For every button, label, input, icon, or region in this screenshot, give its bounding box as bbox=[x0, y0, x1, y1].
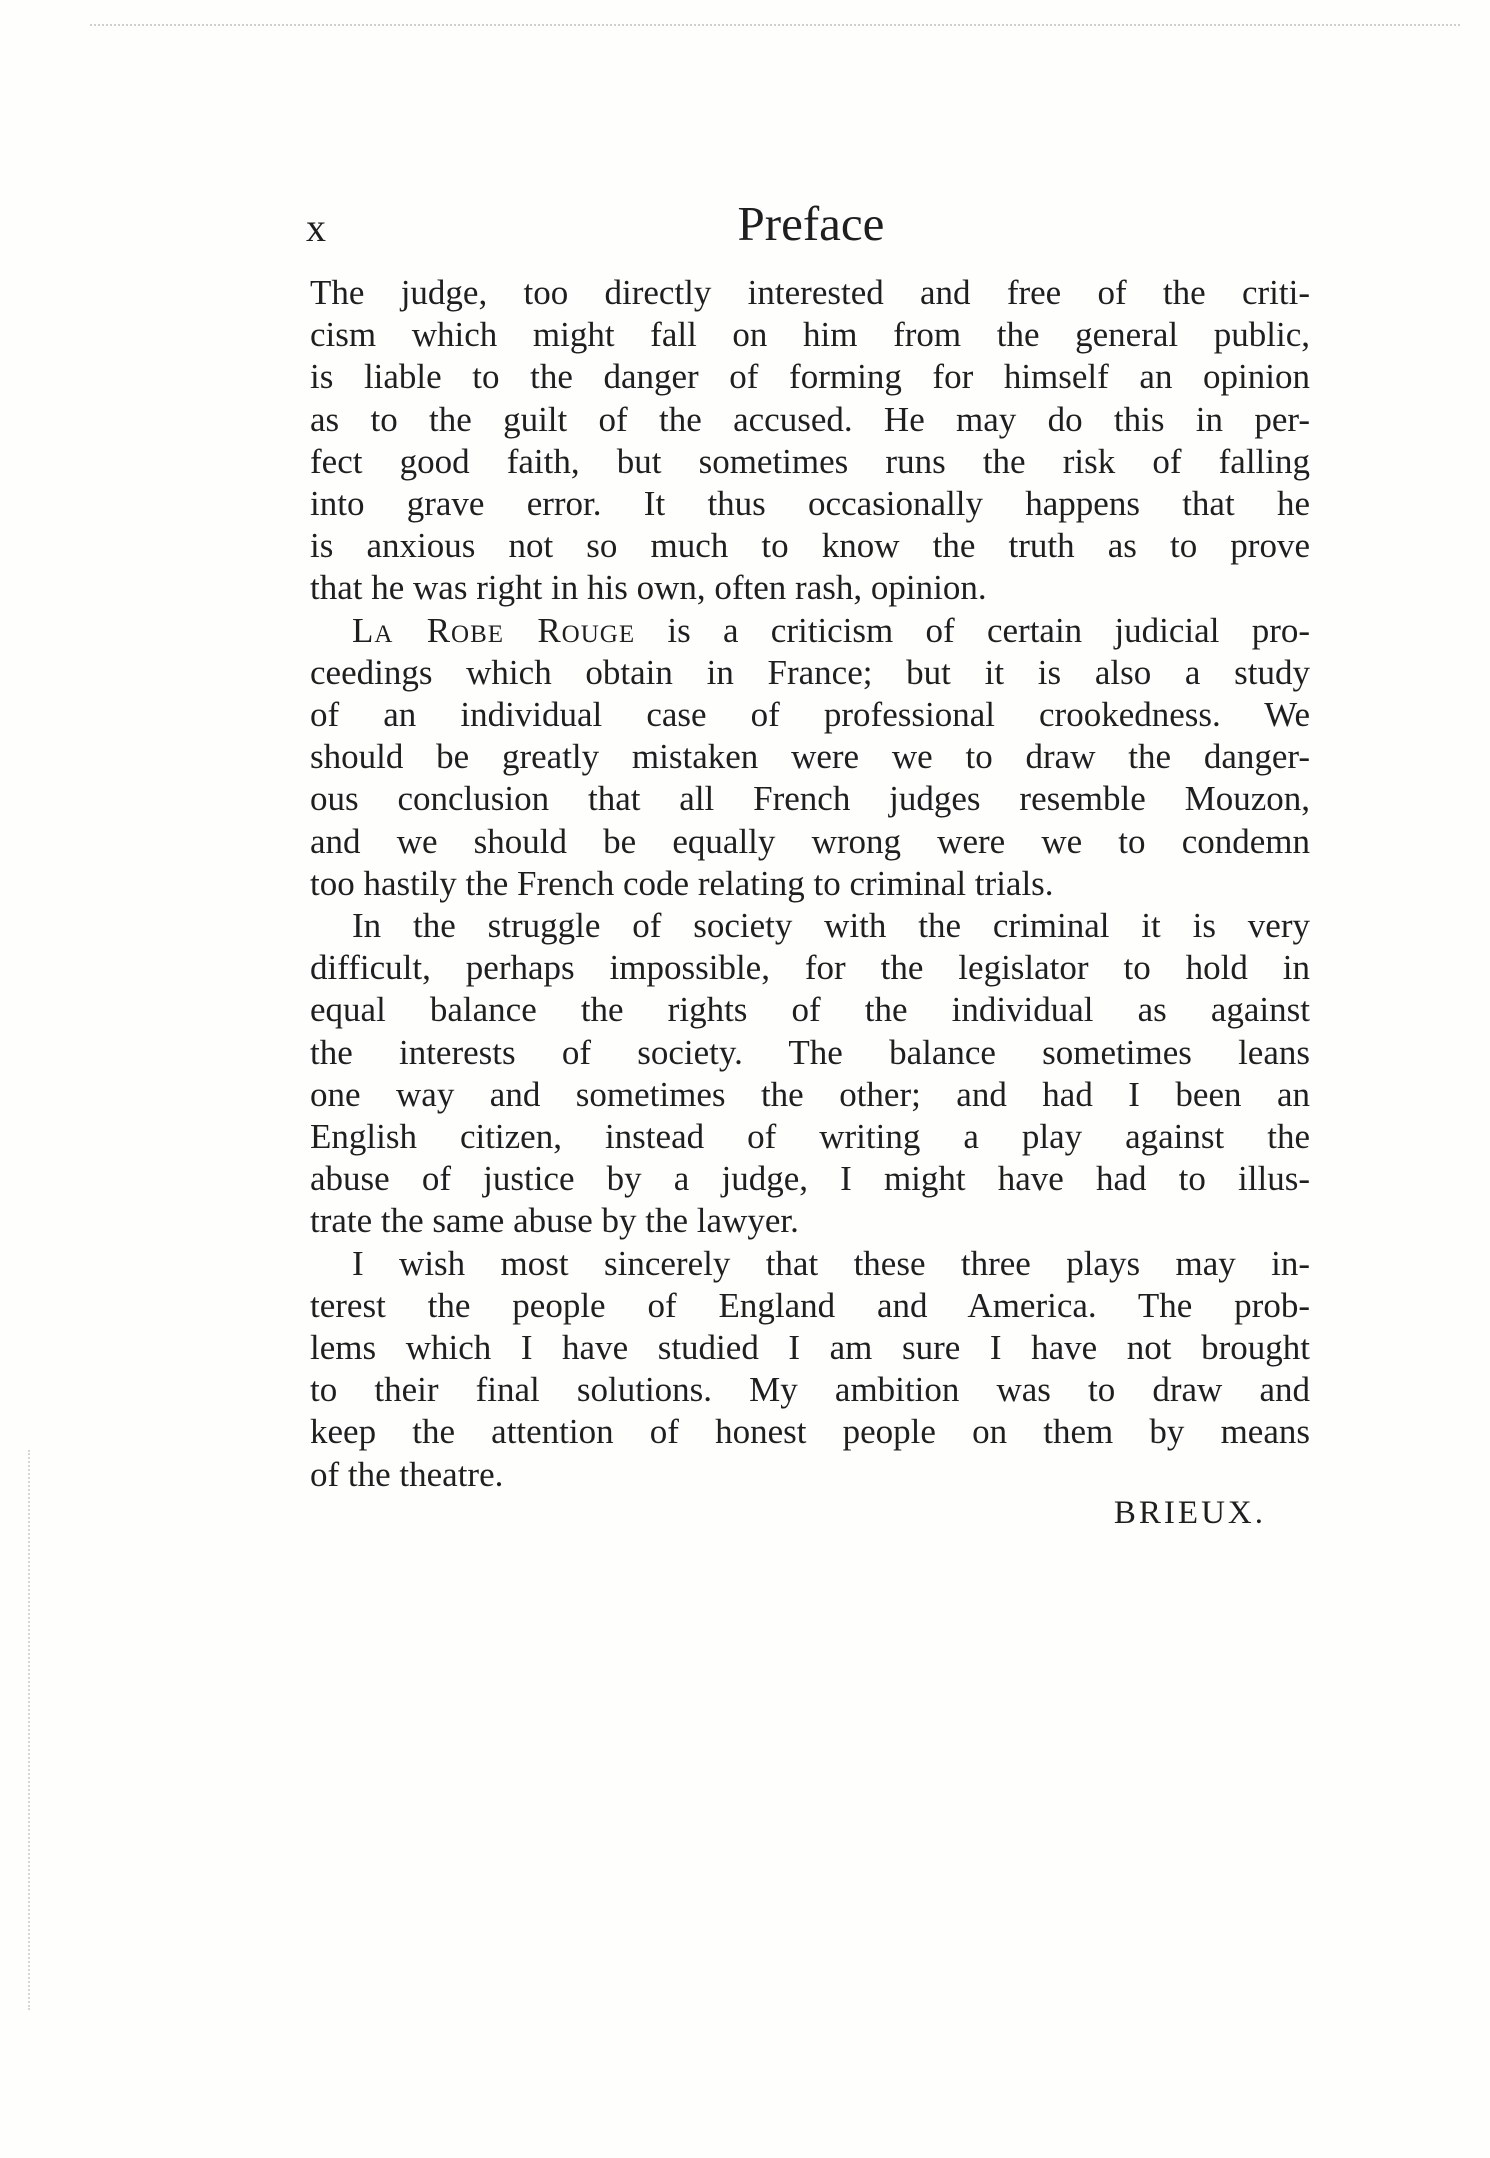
text-line: In the struggle of society with the criminal it is very bbox=[352, 906, 1310, 946]
text-line: fect good faith, but sometimes runs the risk of falling bbox=[310, 441, 1310, 481]
page-number: x bbox=[306, 205, 328, 250]
text-line: and we should be equally wrong were we to condemn bbox=[310, 821, 1310, 861]
text-line-rest: is a criticism of certain judicial pro- bbox=[635, 610, 1311, 650]
text-line: is liable to the danger of forming for himself an opinion bbox=[310, 357, 1310, 397]
scan-margin-speckle bbox=[28, 1450, 30, 2010]
text-line: terest the people of England and America. The prob- bbox=[310, 1285, 1310, 1325]
text-line: of an individual case of professional crookedness. We bbox=[310, 695, 1310, 735]
text-line: into grave error. It thus occasionally happens that he bbox=[310, 484, 1310, 524]
text-line: to their final solutions. My ambition was to draw and bbox=[310, 1370, 1310, 1410]
text-line: one way and sometimes the other; and had I been an bbox=[310, 1074, 1310, 1114]
play-title-smallcaps: La Robe Rouge bbox=[352, 610, 636, 650]
text-line: the interests of society. The balance sometimes leans bbox=[310, 1032, 1310, 1072]
text-line: I wish most sincerely that these three plays may in- bbox=[352, 1243, 1310, 1283]
text-line: too hastily the French code relating to criminal trials. bbox=[310, 863, 1054, 903]
page-title: Preface bbox=[737, 196, 885, 251]
text-line: equal balance the rights of the individual as against bbox=[310, 990, 1310, 1030]
text-line: trate the same abuse by the lawyer. bbox=[310, 1201, 799, 1241]
paragraph-1 bbox=[310, 272, 1310, 610]
text-line: difficult, perhaps impossible, for the legislator to hold in bbox=[310, 948, 1310, 988]
text-line: is anxious not so much to know the truth as to prove bbox=[310, 526, 1310, 566]
text-line: The judge, too directly interested and free of the criti- bbox=[310, 273, 1310, 312]
paragraph-4 bbox=[310, 1243, 1310, 1496]
text-line bbox=[310, 610, 1310, 652]
paragraph-2 bbox=[310, 610, 1310, 905]
scan-edge-speckle bbox=[90, 24, 1460, 26]
text-line: English citizen, instead of writing a play against the bbox=[310, 1117, 1310, 1157]
body-text bbox=[310, 272, 1310, 1496]
running-head bbox=[306, 196, 1316, 260]
text-line: ous conclusion that all French judges resemble Mouzon, bbox=[310, 779, 1310, 819]
text-line: ceedings which obtain in France; but it is also a study bbox=[310, 652, 1310, 692]
text-line: lems which I have studied I am sure I have not brought bbox=[310, 1328, 1310, 1368]
text-line: cism which might fall on him from the general public, bbox=[310, 315, 1310, 355]
text-line: of the theatre. bbox=[310, 1454, 504, 1494]
text-line: should be greatly mistaken were we to draw the danger- bbox=[310, 737, 1310, 777]
text-line: keep the attention of honest people on them by means bbox=[310, 1412, 1310, 1452]
text-line: that he was right in his own, often rash, opinion. bbox=[310, 568, 987, 608]
text-line: abuse of justice by a judge, I might have had to illus- bbox=[310, 1159, 1310, 1199]
text-line: as to the guilt of the accused. He may do this in per- bbox=[310, 399, 1310, 439]
paragraph-3 bbox=[310, 905, 1310, 1243]
author-signature: BRIEUX. bbox=[1113, 1495, 1266, 1531]
